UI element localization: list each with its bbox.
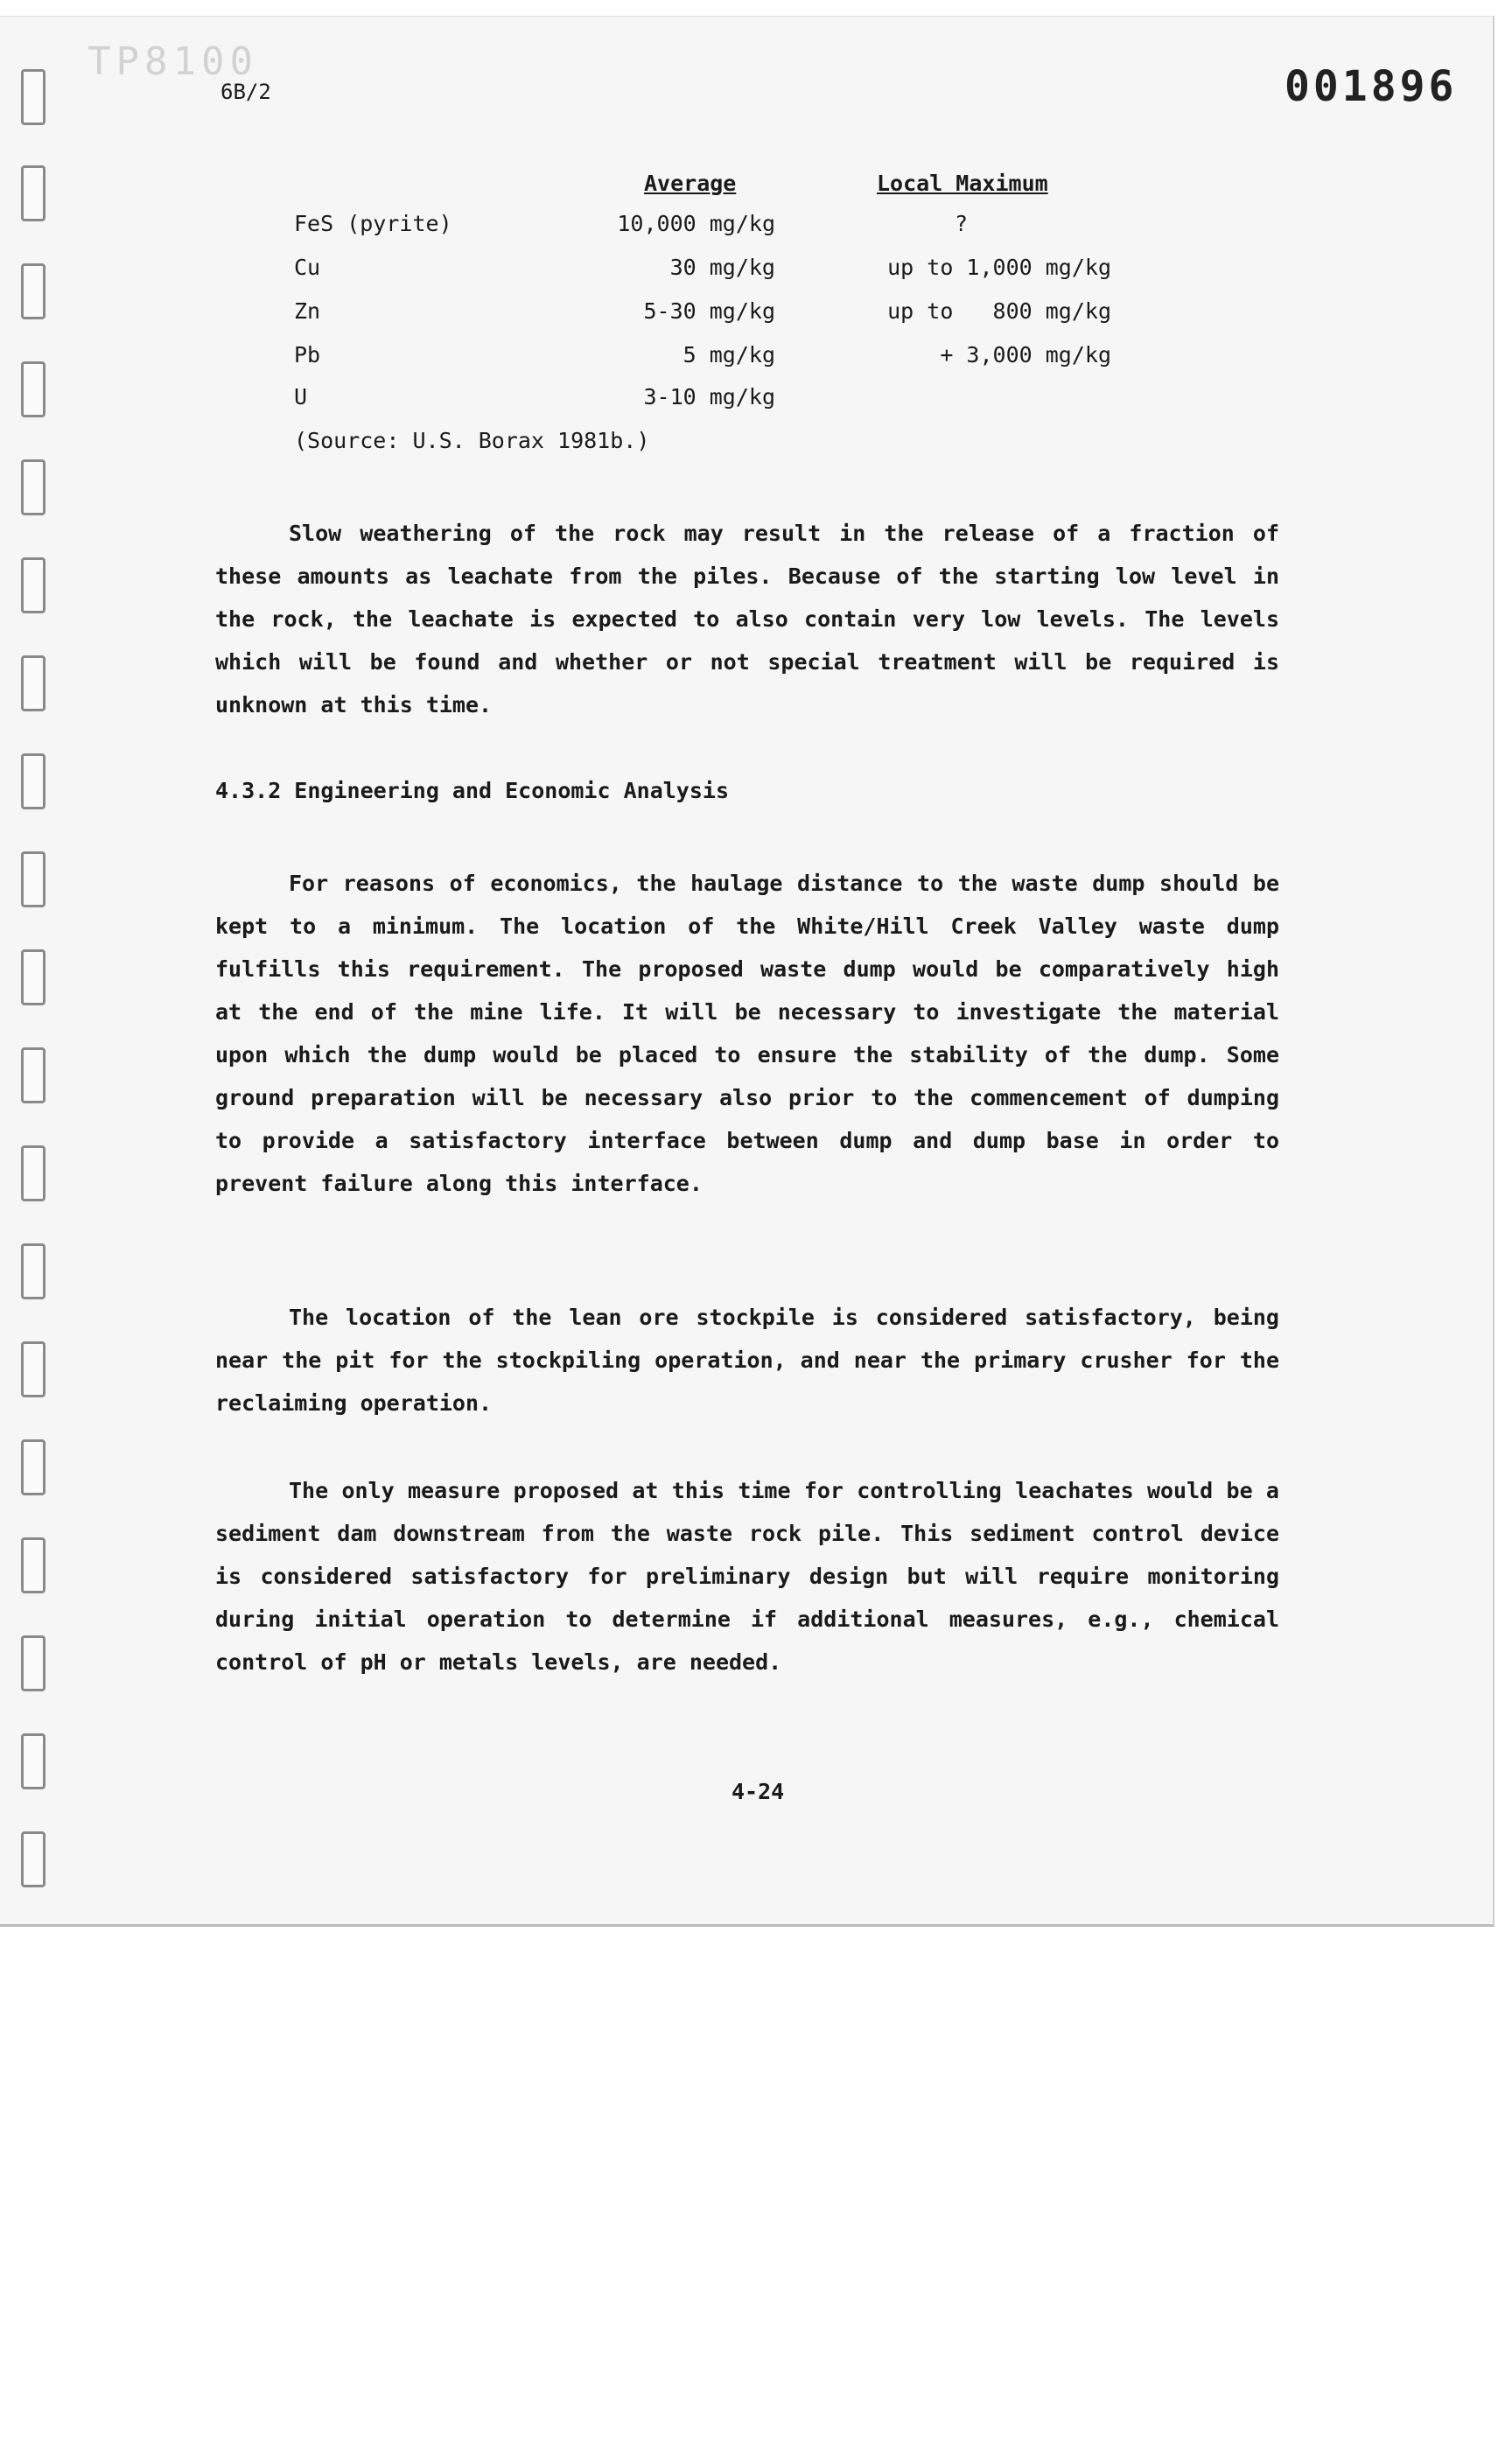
section-heading: 4.3.2 Engineering and Economic Analysis bbox=[215, 778, 729, 803]
binder-hole bbox=[21, 1831, 46, 1887]
binder-hole bbox=[21, 1733, 46, 1789]
average-cell: 30 mg/kg bbox=[669, 255, 775, 280]
table-row bbox=[0, 384, 1488, 419]
binder-hole bbox=[21, 1341, 46, 1397]
page-stamp: 001896 bbox=[1284, 62, 1458, 111]
table-row bbox=[0, 255, 1488, 290]
binder-hole bbox=[21, 1145, 46, 1201]
table-row bbox=[0, 211, 1488, 246]
average-cell: 3-10 mg/kg bbox=[643, 384, 775, 410]
binder-hole bbox=[21, 949, 46, 1005]
binder-hole bbox=[21, 1439, 46, 1495]
faint-watermark: TP8100 bbox=[88, 39, 258, 84]
table-row bbox=[0, 298, 1488, 333]
column-header-average: Average bbox=[644, 171, 737, 196]
page-number: 4-24 bbox=[732, 1779, 785, 1804]
binder-hole bbox=[21, 1635, 46, 1691]
binder-hole bbox=[21, 1047, 46, 1103]
element-cell: Cu bbox=[294, 255, 321, 280]
binder-hole bbox=[21, 557, 46, 613]
element-cell: FeS (pyrite) bbox=[294, 211, 452, 236]
element-cell: Pb bbox=[294, 342, 321, 368]
paragraph: The only measure proposed at this time for controlling leachates would be a sediment dam downstream from the waste rock pile. This sediment control device is considered satisfactory for preliminary design but will require monitoring during initial operation to determine if additional measures, e.g., chemical control of pH or metals levels, are needed. bbox=[215, 1478, 1279, 1675]
binder-hole bbox=[21, 459, 46, 515]
local-max-cell: up to 800 mg/kg bbox=[887, 298, 1111, 324]
local-max-cell: up to 1,000 mg/kg bbox=[887, 255, 1111, 280]
binder-hole bbox=[21, 753, 46, 809]
paragraph: The location of the lean ore stockpile is considered satisfactory, being near the pit for the stockpiling operation, and near the primary crusher for the reclaiming operation. bbox=[215, 1305, 1279, 1416]
paragraph: For reasons of economics, the haulage distance to the waste dump should be kept to a minimum. The location of the White/Hill Creek Valley waste dump fulfills this requirement. The proposed waste dump would be comparatively high at the end of the mine life. It will be necessary to investigate the material upon which the dump would be placed to ensure the stability of the dump. Some ground preparation will be necessary also prior to the commencement of dumping to provide a satisfactory interface between dump and dump base in order to prevent failure along this interface. bbox=[215, 871, 1279, 1196]
average-cell: 10,000 mg/kg bbox=[617, 211, 775, 236]
average-cell: 5-30 mg/kg bbox=[643, 298, 775, 324]
local-max-cell: ? bbox=[954, 211, 968, 236]
binder-hole bbox=[21, 851, 46, 907]
binder-hole bbox=[21, 1243, 46, 1299]
average-cell: 5 mg/kg bbox=[682, 342, 775, 368]
document-page bbox=[0, 16, 1494, 1927]
table-source-note: (Source: U.S. Borax 1981b.) bbox=[294, 428, 650, 453]
column-header-local-maximum: Local Maximum bbox=[877, 171, 1048, 196]
element-cell: Zn bbox=[294, 298, 321, 324]
table-row bbox=[0, 342, 1488, 377]
binder-hole bbox=[21, 655, 46, 711]
binder-hole bbox=[21, 1537, 46, 1593]
local-max-cell: + 3,000 mg/kg bbox=[940, 342, 1111, 368]
paragraph: Slow weathering of the rock may result in the release of a fraction of these amounts as leachate from the piles. Because of the starting low level in the rock, the leachate is expected to also contain very low levels. The levels which will be found and whether or not special treatment will be required is unknown at this time. bbox=[215, 521, 1279, 718]
element-cell: U bbox=[294, 384, 308, 410]
binder-hole bbox=[21, 69, 46, 125]
document-reference: 6B/2 bbox=[220, 80, 271, 104]
